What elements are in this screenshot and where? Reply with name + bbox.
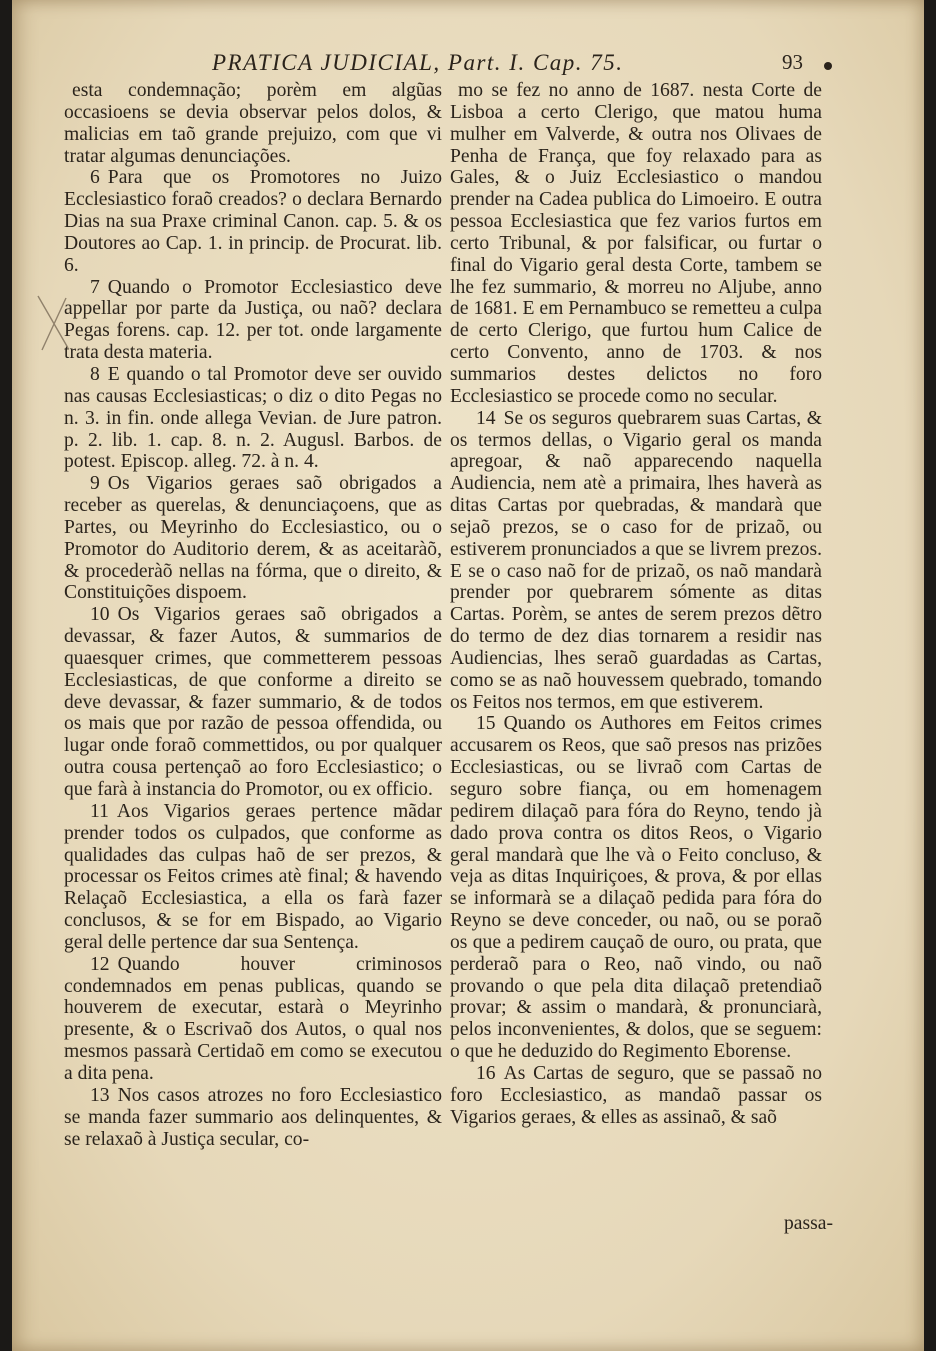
paragraph-number: 12 bbox=[90, 953, 110, 975]
paragraph bbox=[64, 364, 442, 473]
paragraph-text: Para que os Promotores no Juizo Ecclesiastico foraõ creados? o declara Bernardo Dias na sua Praxe criminal Canon. cap. 5. & os Doutores ao Cap. 1. in princip. de Procurat. lib. 6. bbox=[64, 167, 442, 276]
paragraph bbox=[64, 167, 442, 276]
paragraph bbox=[64, 954, 442, 1085]
paragraph-number: 10 bbox=[90, 604, 110, 626]
paragraph-text: Aos Vigarios geraes pertence mãdar prender todos os culpados, que conforme as qualidades das culpas haõ de ser prezos, & processar os Feitos crimes atè final; & havendo Relaçaõ Ecclesiastica, a ella os farà fazer conclusos, & se for em Bispado, ao Vigario geral delle pertence dar sua Sentença. bbox=[64, 800, 442, 953]
paragraph bbox=[450, 713, 822, 1063]
paragraph bbox=[450, 408, 822, 714]
paragraph-number: 13 bbox=[90, 1084, 110, 1106]
paragraph-text: Se os seguros quebrarem suas Cartas, & os termos dellas, o Vigario geral os manda apregoar, & naõ apparecendo naquella Audiencia, nem atè a primaira, lhes haverà as ditas Cartas por quebradas, & mandarà que sejaõ prezos, se o caso for de prizaõ, ou estiverem pronunciados a que se livrem prezos. E se o caso naõ for de prizaõ, os naõ mandarà prender por quebrarem sómente as ditas Cartas. Porèm, se antes de serem prezos dẽtro do termo de dez dias tornarem a residir nas Audiencias, lhes seraõ guardadas as Cartas, como se as naõ houvessem quebrado, tomando os Feitos nos termos, em que estiverem. bbox=[450, 407, 822, 713]
paragraph-number: 11 bbox=[90, 800, 109, 822]
paragraph-number: 14 bbox=[476, 407, 496, 429]
paragraph-text: Quando os Authores em Feitos crimes accusarem os Reos, que saõ presos nas prizões Ecclesiasticas, ou se livraõ com Cartas de seguro sobre fiança, ou em homenagem pedirem dilaçaõ para fóra do Reyno, tendo jà dado prova contra os ditos Reos, o Vigario geral mandarà que lhe và o Feito concluso, & veja as ditas Inquiriçoes, & prova, & por ellas se informarà se a dilaçaõ pedida para fóra do Reyno se deve conceder, ou naõ, ou se poraõ os que a pedirem cauçaõ de ouro, ou prata, que perderaõ para o Reo, naõ vindo, ou naõ provando o que pela dita dilaçaõ pretendiaõ provar; & assim o mandarà, & pronunciarà, pelos inconvenientes, & dolos, que se seguem: o que he deduzido do Regimento Eborense. bbox=[450, 713, 822, 1063]
page-header bbox=[12, 50, 924, 84]
paragraph-number: 15 bbox=[476, 713, 496, 735]
paragraph bbox=[64, 277, 442, 364]
paragraph bbox=[450, 80, 822, 408]
paragraph-text: esta condemnação; porèm em algũas occasioens se devia observar pelos dolos, & malicias em taõ grande prejuizo, com que vi tratar algumas denunciações. bbox=[64, 80, 442, 167]
paragraph-text: Os Vigarios geraes saõ obrigados a devassar, & fazer Autos, & summarios de quaesquer crimes, que commetterem pessoas Ecclesiasticas, de que conforme a direito se deve devassar, & fazer summario, & de todos os mais que por razão de pessoa offendida, ou lugar onde foraõ commettidos, ou por qualquer outra cousa pertençaõ ao foro Ecclesiastico; o que farà à instancia do Promotor, ou ex officio. bbox=[64, 604, 442, 800]
paragraph-number: 9 bbox=[90, 473, 100, 495]
left-column bbox=[64, 80, 442, 1150]
paragraph-text: Quando o Promotor Ecclesiastico deve appellar por parte da Justiça, ou naõ? declara Pegas forens. cap. 12. per tot. onde largamente trata desta materia. bbox=[64, 276, 442, 364]
paragraph-text: E quando o tal Promotor deve ser ouvido nas causas Ecclesiasticas; o diz o dito Pegas no n. 3. in fin. onde allega Vevian. de Jure patron. p. 2. lib. 1. cap. 8. n. 2. Augusl. Barbos. de potest. Episcop. alleg. 72. à n. 4. bbox=[64, 363, 442, 473]
paragraph-text: mo se fez no anno de 1687. nesta Corte de Lisboa a certo Clerigo, que matou huma mulher em Valverde, & outra nos Olivaes de Penha de França, que foy relaxado para as Gales, & o Juiz Ecclesiastico o mandou prender na Cadea publica do Limoeiro. E outra pessoa Ecclesiastica que fez varios furtos em certo Tribunal, & por falsificar, ou furtar o final do Vigario geral desta Corte, tambem se lhe fez summario, & morreu no Aljube, anno de 1681. E em Pernambuco se remetteu a culpa de certo Clerigo, que furtou hum Calice de certo Convento, anno de 1703. & nos summarios destes delictos no foro Ecclesiastico se procede como no secular. bbox=[450, 80, 822, 407]
catchword: passa- bbox=[784, 1213, 833, 1234]
paragraph bbox=[64, 473, 442, 604]
paragraph-text: Quando houver criminosos condemnados em penas publicas, quando se houverem de executar, estarà o Meyrinho presente, & o Escrivaõ dos Autos, o qual nos mesmos passarà Certidaõ em como se executou a dita pena. bbox=[64, 953, 442, 1084]
paragraph bbox=[64, 604, 442, 801]
book-page bbox=[12, 0, 924, 1351]
paragraph-number: 16 bbox=[476, 1062, 496, 1084]
running-title: PRATICA JUDICIAL, Part. I. Cap. 75. bbox=[212, 50, 624, 75]
paragraph-text: Os Vigarios geraes saõ obrigados a receber as querelas, & denunciaçoens, que as Partes, ou Meyrinho do Ecclesiastico, ou o Promotor do Auditorio derem, & as aceitaràõ, & procederàõ nellas na fórma, que o direito, & Constituições dispoem. bbox=[64, 473, 442, 604]
paragraph bbox=[64, 80, 442, 167]
paragraph-number: 6 bbox=[90, 167, 100, 189]
paragraph-number: 7 bbox=[90, 276, 100, 298]
paragraph bbox=[64, 1085, 442, 1151]
ink-dot bbox=[824, 62, 832, 70]
paragraph bbox=[64, 801, 442, 954]
paragraph bbox=[450, 1063, 822, 1129]
paragraph-text: Nos casos atrozes no foro Ecclesiastico se manda fazer summario aos delinquentes, & se relaxaõ à Justiça secular, co- bbox=[64, 1084, 442, 1150]
right-column bbox=[450, 80, 822, 1129]
paragraph-number: 8 bbox=[90, 363, 100, 385]
page-number: 93 bbox=[782, 50, 803, 74]
paragraph-text: As Cartas de seguro, que se passaõ no foro Ecclesiastico, as mandaõ passar os Vigarios geraes, & elles as assinaõ, & saõ bbox=[450, 1062, 822, 1128]
